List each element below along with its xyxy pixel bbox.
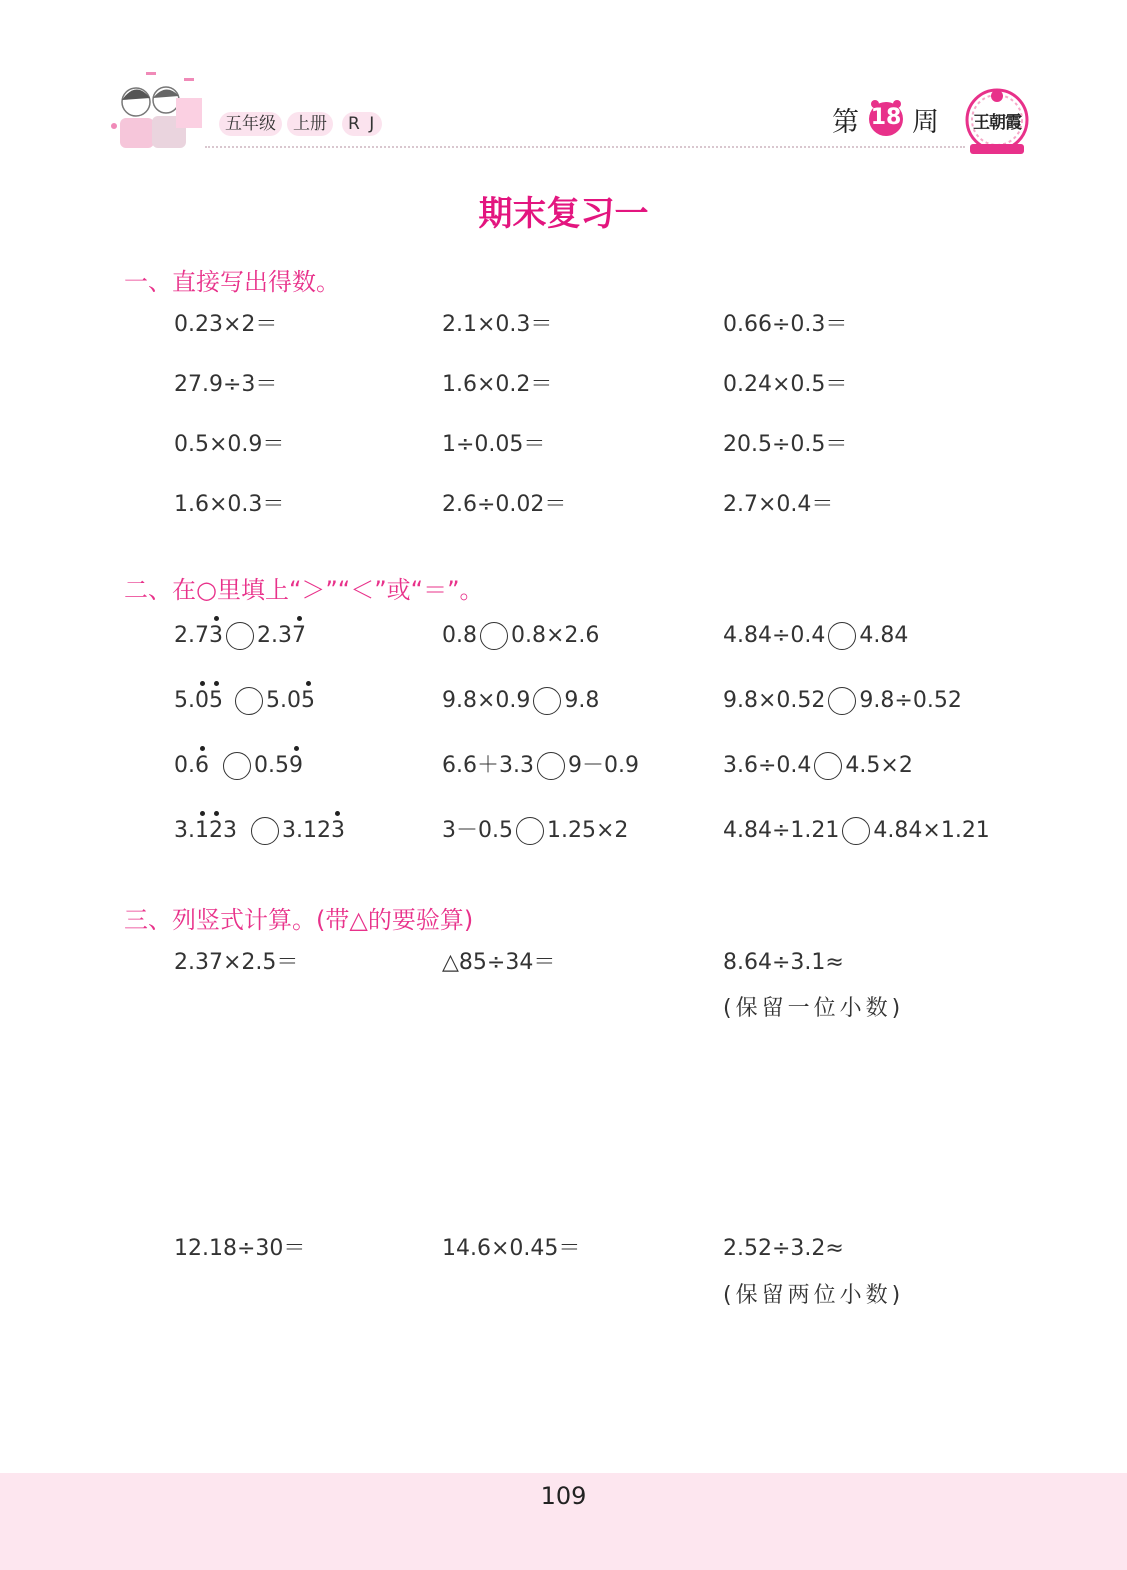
- s3-item: 12.18÷30＝: [174, 1236, 306, 1261]
- s1-item: 2.7×0.4＝: [723, 492, 834, 517]
- section-1-heading: 一、直接写出得数。: [124, 268, 340, 296]
- s2-compare: [442, 621, 599, 651]
- page-title: 期末复习一: [478, 194, 649, 234]
- answer-circle[interactable]: [828, 622, 856, 650]
- s2-right: 5.05: [266, 686, 315, 716]
- week-suffix: 周: [912, 107, 939, 138]
- s2-right: 4.5×2: [845, 753, 913, 778]
- s2-left: 4.84÷1.21: [723, 818, 840, 843]
- s2-compare: [174, 751, 303, 781]
- s1-item: 2.6÷0.02＝: [442, 492, 567, 517]
- s2-right: 0.59: [254, 751, 303, 781]
- s2-compare: [442, 686, 599, 716]
- answer-circle[interactable]: [537, 752, 565, 780]
- answer-circle[interactable]: [235, 687, 263, 715]
- s2-compare: [174, 816, 345, 846]
- section-2-heading: 二、在○里填上“＞”“＜”或“＝”。: [124, 576, 484, 604]
- children-illustration: [106, 70, 206, 154]
- s2-left: 3.6÷0.4: [723, 753, 812, 778]
- s3-item: △85÷34＝: [442, 950, 556, 975]
- s2-left: 3－0.5: [442, 818, 513, 843]
- s2-compare: [723, 686, 962, 716]
- s3-item: 2.37×2.5＝: [174, 950, 299, 975]
- s3-item: 14.6×0.45＝: [442, 1236, 581, 1261]
- answer-circle[interactable]: [223, 752, 251, 780]
- page-number: 109: [540, 1482, 587, 1510]
- s1-item: 1.6×0.2＝: [442, 372, 553, 397]
- answer-circle[interactable]: [480, 622, 508, 650]
- grade-tag: 五年级: [219, 112, 282, 136]
- s2-left: 0.6: [174, 751, 209, 781]
- s2-right: 3.123: [282, 816, 345, 846]
- s2-left: 9.8×0.52: [723, 688, 826, 713]
- s1-item: 0.5×0.9＝: [174, 432, 285, 457]
- s3-rounding-note: (保留两位小数): [723, 1283, 905, 1308]
- s2-compare: [174, 621, 306, 651]
- section-3-heading: 三、列竖式计算。(带△的要验算): [124, 906, 474, 934]
- edition-tag: R J: [342, 112, 382, 136]
- s2-right: 4.84: [859, 623, 909, 648]
- s2-left: 3.123: [174, 816, 237, 846]
- s1-item: 20.5÷0.5＝: [723, 432, 848, 457]
- s1-item: 1.6×0.3＝: [174, 492, 285, 517]
- s2-left: 2.73: [174, 621, 223, 651]
- s1-item: 27.9÷3＝: [174, 372, 278, 397]
- s1-item: 0.23×2＝: [174, 312, 278, 337]
- s2-left: 5.05: [174, 686, 223, 716]
- s2-right: 0.8×2.6: [511, 623, 600, 648]
- s3-item: 2.52÷3.2≈: [723, 1236, 844, 1261]
- s2-right: 9－0.9: [567, 753, 639, 778]
- repeating-digit: 0: [195, 686, 209, 716]
- answer-circle[interactable]: [533, 687, 561, 715]
- answer-circle[interactable]: [251, 817, 279, 845]
- repeating-digit: 2: [209, 816, 223, 846]
- s2-right: 9.8÷0.52: [859, 688, 962, 713]
- answer-circle[interactable]: [828, 687, 856, 715]
- s1-item: 0.24×0.5＝: [723, 372, 848, 397]
- answer-circle[interactable]: [226, 622, 254, 650]
- s2-right: 9.8: [564, 688, 600, 713]
- brand-logo-text: 王朝霞: [973, 113, 1021, 133]
- s2-compare: [723, 751, 913, 781]
- header-divider: [205, 146, 965, 148]
- s2-right: 2.37: [257, 621, 306, 651]
- s2-left: 6.6＋3.3: [442, 753, 534, 778]
- week-number-badge: [866, 98, 906, 138]
- week-number: 18: [870, 105, 902, 130]
- repeating-digit: 5: [209, 686, 223, 716]
- s2-left: 0.8: [442, 623, 477, 648]
- volume-tag: 上册: [287, 112, 333, 136]
- s2-compare: [723, 816, 990, 846]
- s1-item: 0.66÷0.3＝: [723, 312, 848, 337]
- s2-right: 1.25×2: [547, 818, 629, 843]
- answer-circle[interactable]: [842, 817, 870, 845]
- s3-rounding-note: (保留一位小数): [723, 996, 905, 1021]
- answer-circle[interactable]: [814, 752, 842, 780]
- s1-item: 1÷0.05＝: [442, 432, 546, 457]
- repeating-digit: 1: [195, 816, 209, 846]
- s2-compare: [442, 816, 628, 846]
- s2-right: 4.84×1.21: [873, 818, 990, 843]
- week-prefix: 第: [832, 107, 859, 138]
- s2-left: 4.84÷0.4: [723, 623, 826, 648]
- s2-left: 9.8×0.9: [442, 688, 531, 713]
- s3-item: 8.64÷3.1≈: [723, 950, 844, 975]
- s2-compare: [442, 751, 639, 781]
- s2-compare: [174, 686, 315, 716]
- s1-item: 2.1×0.3＝: [442, 312, 553, 337]
- s2-compare: [723, 621, 908, 651]
- answer-circle[interactable]: [516, 817, 544, 845]
